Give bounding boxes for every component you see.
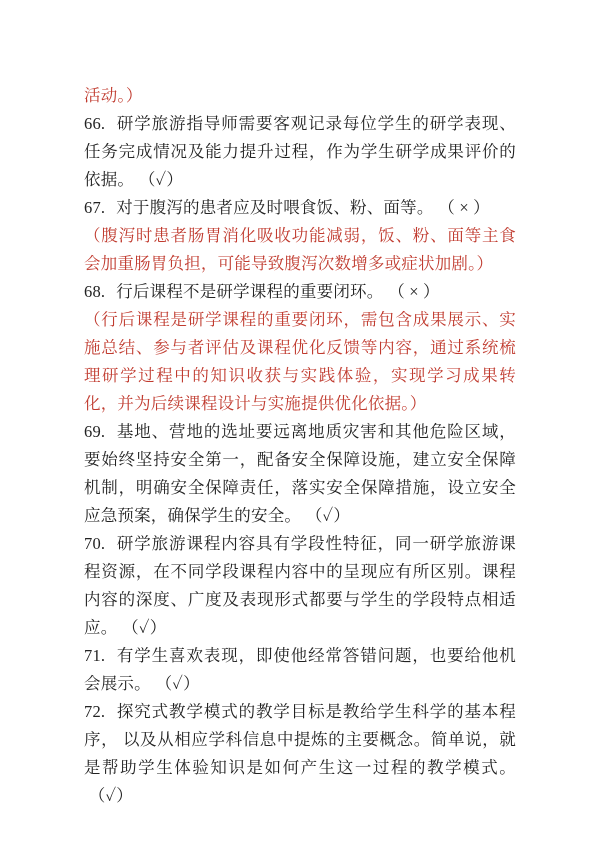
question-text: 行后课程不是研学课程的重要闭环。 (116, 282, 384, 301)
question-text: 探究式教学模式的教学目标是教给学生科学的基本程序， 以及从相应学科信息中提炼的主要概念。简单说，就是帮助学生体验知识是如何产生这一过程的教学模式。 (84, 702, 516, 777)
question-number: 66. (84, 114, 106, 133)
question-text: 研学旅游课程内容具有学段性特征，同一研学旅游课程资源，在不同学段课程内容中的呈现应有所区别。课程内容的深度、广度及表现形式都要与学生的学段特点相适应。 (84, 534, 516, 637)
question-number: 67. (84, 198, 106, 217)
question-number: 71. (84, 646, 106, 665)
question-text: 有学生喜欢表现，即使他经常答错问题，也要给他机会展示。 (84, 646, 516, 693)
question-item-69 (84, 418, 516, 530)
answer-check-mark: （✓） (147, 170, 184, 189)
explanation-note: （行后课程是研学课程的重要闭环，需包含成果展示、实施总结、参与者评估及课程优化反馈等内容，通过系统梳理研学过程中的知识收获与实践体验，实现学习成果转化，并为后续课程设计与实施提供优化依据。） (84, 310, 516, 413)
question-item-71 (84, 642, 516, 698)
question-item-72 (84, 698, 516, 810)
explanation-note-tail: 活动。） (84, 86, 143, 105)
question-number: 68. (84, 282, 106, 301)
answer-check-mark: （✓） (163, 674, 200, 693)
question-text: 基地、营地的选址要远离地质灾害和其他危险区域，要始终坚持安全第一，配备安全保障设施，建立安全保障机制，明确安全保障责任，落实安全保障措施，设立安全应急预案，确保学生的安全。 (84, 422, 516, 525)
answer-check-mark: （✓） (314, 506, 351, 525)
question-item-70 (84, 530, 516, 642)
answer-check-mark: （✓） (97, 786, 133, 805)
question-number: 72. (84, 702, 106, 721)
answer-cross-mark: （ × ） (446, 198, 490, 217)
question-text: 对于腹泻的患者应及时喂食饭、粉、面等。 (116, 198, 434, 217)
question-item-66 (84, 110, 516, 194)
answer-cross-mark: （ × ） (396, 282, 440, 301)
question-item-68 (84, 278, 516, 306)
question-number: 70. (84, 534, 106, 553)
question-item-67 (84, 194, 516, 222)
question-number: 69. (84, 422, 106, 441)
explanation-note: （腹泻时患者肠胃消化吸收功能减弱，饭、粉、面等主食会加重肠胃负担，可能导致腹泻次数增多或症状加剧。） (84, 226, 516, 273)
question-text: 研学旅游指导师需要客观记录每位学生的研学表现、任务完成情况及能力提升过程，作为学生研学成果评价的依据。 (84, 114, 516, 189)
answer-check-mark: （✓） (130, 618, 167, 637)
